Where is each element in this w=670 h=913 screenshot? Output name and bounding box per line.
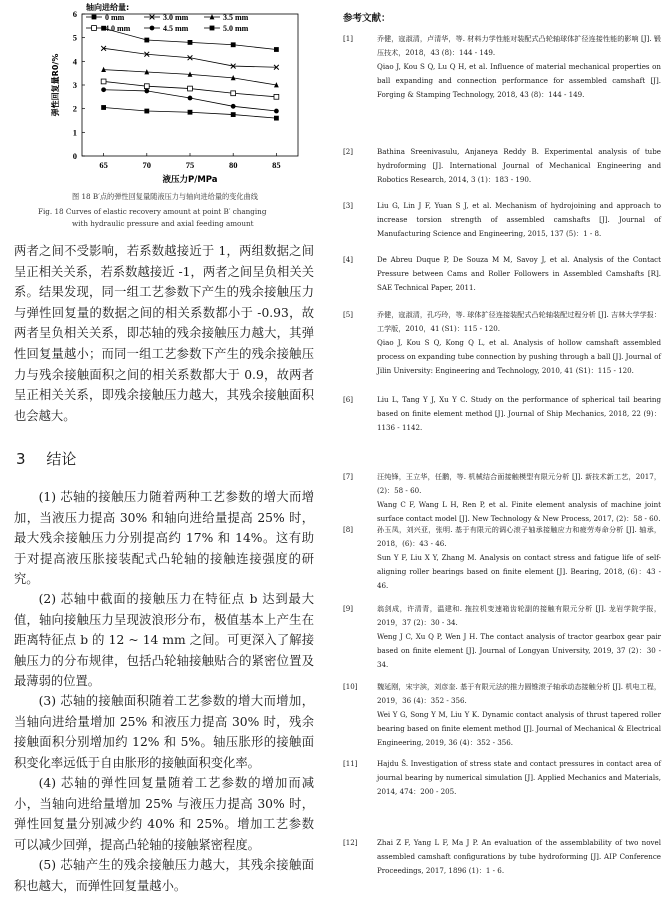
- reference-text: [377, 680, 661, 750]
- section-title: 结论: [46, 450, 77, 468]
- reference-text: [377, 393, 661, 435]
- reference-entry: Wei Y G, Song Y M, Liu Y K. Dynamic contact analysis of thrust tapered roller bearing based on finite element method [J]. Journal of Mechanical & Electrical Engineering, 2019, 36 (4)：352 - 356.: [377, 709, 661, 747]
- figure-caption-cn: 图 18 B′点的弹性回复量随液压力与轴向进给量的变化曲线: [72, 192, 258, 201]
- reference-number: [12]: [343, 838, 358, 847]
- conclusion-4: (4) 芯轴的弹性回复量随着工艺参数的增加而减小，当轴向进给量增加 25% 与液压力提高 30% 时，弹性回复量分别减少约 40% 和 25%。增加工艺参数可以减少回弹，提高凸轮轴的接触紧密程度。: [14, 776, 314, 852]
- data-point: [188, 40, 193, 45]
- reference-entry: Qiao J, Kou S Q, Lu Q H, et al. Influence of material mechanical properties on ball expanding and connection performance for assembled camshaft [J]. Forging & Stamping Technology, 2018, 43 (8)：144 - 149.: [377, 61, 661, 99]
- y-tick-label: 1: [72, 127, 77, 138]
- x-tick-label: 80: [228, 160, 238, 170]
- reference-number: [7]: [343, 472, 354, 481]
- figure-caption-en-line2: with hydraulic pressure and axial feeding amount: [72, 219, 254, 228]
- reference-number: [9]: [343, 604, 354, 613]
- section-heading: [16, 448, 76, 469]
- body-paragraph: 两者之间不受影响，若系数越接近于 1，两组数据之间呈正相关关系，若系数越接近 -1，两者之间呈负相关关系。结果发现，同一组工艺参数下产生的残余接触压力与弹性回复量的数据之间的相关系数都小于 -0.93，故两者呈负相关关系，即芯轴的残余接触压力越大，其弹性回复量越小；而同一组工艺参数下产生的残余接触压力与残余接触面积之间的相关系数都大于 0.9，故两者呈正相关关系，即残余接触压力越大，其残余接触面积也会越大。: [14, 244, 314, 423]
- figure-18-chart: [14, 2, 310, 188]
- reference-entry: Sun Y F, Liu X Y, Zhang M. Analysis on contact stress and fatigue life of self-aligning roller bearings based on finite element [J]. Bearing, 2018, (6)：43 - 46.: [377, 552, 661, 590]
- reference-number: [2]: [343, 147, 354, 156]
- reference-number: [5]: [343, 310, 354, 319]
- x-axis-label: 液压力P/MPa: [162, 175, 218, 185]
- reference-item: [343, 602, 661, 672]
- legend-entry: 4.5 mm: [163, 24, 189, 33]
- reference-number: [4]: [343, 255, 354, 264]
- reference-entry: Zhai Z F, Yang L F, Ma J P. An evaluation of the assemblability of two novel assembled camshaft configurations by tube hydroforming [J]. AIP Conference Proceedings, 2017, 1896 (1)：1 - 6.: [377, 838, 661, 875]
- reference-text: [377, 32, 661, 102]
- reference-entry: Liu L, Tang Y J, Xu Y C. Study on the performance of spherical tail bearing based on finite element method [J]. Journal of Ship Mechanics, 2018, 22 (9)：1136 - 1142.: [377, 395, 661, 432]
- reference-entry: De Abreu Duque P, De Souza M M, Savoy J, et al. Analysis of the Contact Pressure between Cams and Roller Followers in Assembled Camshafts [R]. SAE Technical Paper, 2011.: [377, 255, 661, 292]
- x-tick-label: 75: [185, 160, 195, 170]
- legend-entry: 5.0 mm: [223, 24, 249, 33]
- reference-text: [377, 602, 661, 672]
- figure-caption-en-line1: Fig. 18 Curves of elastic recovery amount at point B′ changing: [38, 207, 267, 216]
- conclusion-5: (5) 芯轴产生的残余接触压力越大，其残余接触面积也越大，而弹性回复量越小。: [14, 858, 314, 893]
- data-point: [231, 42, 236, 47]
- x-tick-label: 85: [272, 160, 281, 170]
- reference-item: [343, 470, 661, 526]
- reference-entry: 孙玉凤，刘兴亚，张明. 基于有限元的调心滚子轴承接触应力和疲劳寿命分析 [J]. 轴承，2018，(6)：43 - 46.: [377, 525, 661, 548]
- conclusion-2: (2) 芯轴中截面的接触压力在特征点 b 达到最大值，轴向接触压力呈现波浪形分布，极值基本上产生在距离特征点 b 的 12 ~ 14 mm 之间。可更深入了解接触压力的分布规律，包括凸轮轴接触贴合的紧密位置及最薄弱的位置。: [14, 592, 314, 688]
- data-point: [188, 96, 193, 101]
- data-point: [231, 112, 236, 117]
- reference-item: [343, 145, 661, 187]
- y-axis-label: 弹性回复量R0/%: [51, 53, 60, 117]
- reference-number: [3]: [343, 201, 354, 210]
- data-point: [101, 87, 106, 92]
- reference-entry: 魏延刚，宋宇滨，刘彦奎. 基于有限元法的推力圆锥滚子轴承动态接触分析 [J]. 机电工程，2019，36 (4)：352 - 356.: [377, 682, 661, 705]
- data-point: [274, 116, 279, 121]
- reference-entry: 汪纯锋，王立华，任鹏，等. 机械结合面接触模型有限元分析 [J]. 新技术新工艺，2017，(2)：58 - 60.: [377, 472, 661, 495]
- reference-item: [343, 836, 661, 878]
- reference-entry: Hajdu Š. Investigation of stress state and contact pressures in contact area of journal bearing by numerical simulation [J]. Applied Mechanics and Materials, 2014, 474：200 - 205.: [377, 759, 661, 796]
- data-point: [144, 89, 149, 94]
- reference-item: [343, 757, 661, 799]
- reference-item: [343, 393, 661, 435]
- data-point: [144, 38, 149, 43]
- references-heading: 参考文献：: [343, 13, 391, 24]
- data-point: [92, 15, 97, 20]
- reference-item: [343, 523, 661, 593]
- y-tick-label: 0: [72, 151, 77, 161]
- reference-text: [377, 253, 661, 295]
- data-point: [274, 109, 279, 114]
- line-chart-svg: [14, 2, 310, 188]
- reference-number: [10]: [343, 682, 358, 691]
- reference-entry: Qiao J, Kou S Q, Kong Q L, et al. Analysis of hollow camshaft assembled process on expanding tube connection by pushing through a ball [J]. Journal of Jilin University: Engineering and Technology, 2010, 41 (S1)：115 - 120.: [377, 337, 661, 375]
- reference-text: [377, 470, 661, 526]
- data-point: [188, 110, 193, 115]
- reference-entry: Bathina Sreenivasulu, Anjaneya Reddy B. Experimental analysis of tube hydroforming [J]. International Journal of Mechanical Engineering and Robotics Research, 2014, 3 (1)：183 - 190.: [377, 147, 661, 184]
- reference-entry: Wang C F, Wang L H, Ren P, et al. Finite element analysis of machine joint surface contact model [J]. New Technology & New Process, 2017, (2)：58 - 60.: [377, 499, 661, 523]
- data-point: [231, 91, 236, 96]
- reference-text: [377, 836, 661, 878]
- conclusion-3: (3) 芯轴的接触面积随着工艺参数的增大而增加，当轴向进给量增加 25% 和液压力提高 30% 时，残余接触面积分别增加约 12% 和 5%。轴压胀形的接触面积变化率远低于自由胀形的接触面积变化率。: [14, 694, 314, 770]
- reference-text: [377, 145, 661, 187]
- data-point: [274, 47, 279, 52]
- reference-number: [11]: [343, 759, 358, 768]
- x-tick-label: 70: [142, 160, 152, 170]
- plot-frame: [82, 14, 298, 156]
- reference-entry: Liu G, Lin J F, Yuan S J, et al. Mechanism of hydrojoining and approach to increase torsion strength of assembled camshafts [J]. Journal of Manufacturing Science and Engineering, 2015, 137 (5)：1 - 8.: [377, 201, 661, 238]
- y-tick-label: 3: [72, 80, 77, 90]
- reference-entry: 乔健，寇淑清，卢清华，等. 材料力学性能对装配式凸轮轴球体扩径连接性能的影响 [J]. 锻压技术，2018，43 (8)：144 - 149.: [377, 34, 661, 57]
- section-number: 3: [16, 450, 26, 468]
- data-point: [231, 104, 236, 109]
- data-point: [92, 26, 97, 31]
- y-tick-label: 5: [72, 32, 77, 43]
- figure-caption-en: [20, 206, 310, 230]
- reference-text: [377, 523, 661, 593]
- legend-entry: 3.0 mm: [163, 13, 189, 22]
- y-tick-label: 4: [72, 56, 77, 67]
- conclusion-1: (1) 芯轴的接触压力随着两种工艺参数的增大而增加，当液压力提高 30% 和轴向进给量提高 25% 时，最大残余接触压力分别提高约 17% 和 14%。这有助于对提高液压胀接装配式凸轮轴的接触连接强度的研究。: [14, 490, 314, 586]
- data-point: [144, 109, 149, 114]
- data-point: [150, 26, 155, 31]
- data-point: [101, 79, 106, 84]
- reference-number: [8]: [343, 525, 354, 534]
- reference-number: [6]: [343, 395, 354, 404]
- reference-item: [343, 32, 661, 102]
- reference-text: [377, 308, 661, 378]
- y-tick-label: 2: [72, 103, 77, 114]
- data-point: [101, 105, 106, 110]
- x-tick-label: 65: [99, 160, 108, 170]
- data-point: [188, 86, 193, 91]
- legend-entry: 0 mm: [105, 13, 125, 22]
- legend-title: 轴向进给量:: [86, 3, 130, 12]
- reference-entry: 翁剑成，许清青，温建和. 拖拉机变速箱齿轮副的接触有限元分析 [J]. 龙岩学院学报，2019，37 (2)：30 - 34.: [377, 604, 661, 627]
- reference-item: [343, 199, 661, 241]
- reference-number: [1]: [343, 34, 354, 43]
- legend-entry: 3.5 mm: [223, 13, 249, 22]
- legend-entry: 4.0 mm: [105, 24, 131, 33]
- y-tick-label: 6: [72, 9, 77, 19]
- reference-entry: Weng J C, Xu Q P, Wen J H. The contact analysis of tractor gearbox gear pair based on finite element [J]. Journal of Longyan University, 2019, 37 (2)：30 - 34.: [377, 631, 661, 669]
- data-point: [210, 26, 215, 31]
- data-point: [274, 94, 279, 99]
- reference-item: [343, 308, 661, 378]
- reference-text: [377, 199, 661, 241]
- data-point: [144, 84, 149, 89]
- reference-entry: 乔健，寇淑清，孔巧玲，等. 球体扩径连接装配式凸轮轴装配过程分析 [J]. 吉林大学学报：工学版，2010，41 (S1)：115 - 120.: [377, 310, 661, 333]
- reference-item: [343, 253, 661, 295]
- reference-text: [377, 757, 661, 799]
- reference-item: [343, 680, 661, 750]
